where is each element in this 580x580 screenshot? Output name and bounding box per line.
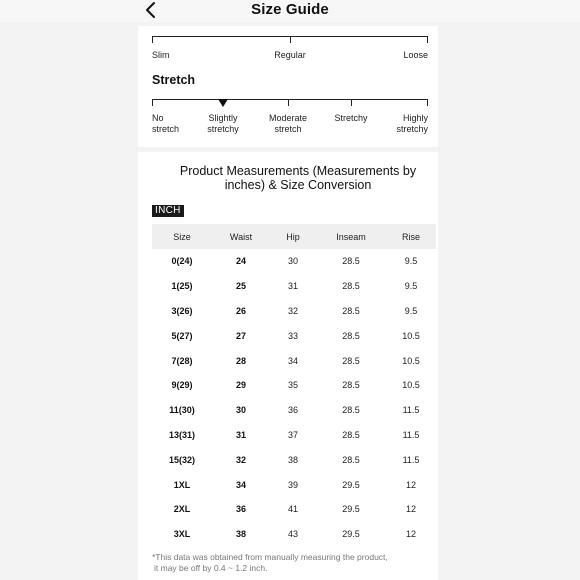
measurement-footnote [152,552,432,574]
cell-rise: 12 [405,479,416,490]
header-bar [0,0,580,22]
cell-hip: 35 [287,380,298,391]
cell-rise: 12 [405,529,416,540]
cell-size: 5(27) [171,330,193,341]
fit-scale-tick [290,36,291,43]
cell-hip: 30 [287,256,298,267]
cell-waist: 25 [235,281,246,292]
cell-size: 0(24) [171,256,193,267]
cell-waist: 27 [235,330,246,341]
cell-hip: 39 [287,479,298,490]
table-row [152,323,436,348]
cell-inseam: 29.5 [342,479,360,490]
table-row [152,299,436,324]
column-header-size: Size [152,224,212,249]
cell-inseam: 28.5 [342,355,360,366]
fit-label-slim: Slim [152,50,170,60]
cell-inseam: 28.5 [342,256,360,267]
column-header-rise: Rise [386,224,436,249]
cell-inseam: 28.5 [342,380,360,391]
column-header-hip: Hip [270,224,316,249]
cell-size: 3XL [173,529,191,540]
cell-rise: 12 [405,504,416,515]
cell-hip: 31 [287,281,298,292]
cell-rise: 11.5 [402,454,420,465]
cell-inseam: 29.5 [342,504,360,515]
fit-label-regular: Regular [274,50,306,60]
cell-waist: 24 [235,256,246,267]
cell-size: 2XL [173,504,191,515]
table-row [152,274,436,299]
cell-rise: 10.5 [402,380,420,391]
cell-rise: 10.5 [402,355,420,366]
stretch-option-highly-stretchy [382,113,428,135]
stretch-scale-tick [152,99,153,106]
table-row [152,522,436,547]
stretch-label-line: stretchy [207,124,239,134]
stretch-option-moderate-stretch [258,113,318,135]
cell-hip: 36 [287,405,298,416]
table-row [152,249,436,274]
cell-inseam: 28.5 [342,305,360,316]
fit-label-loose: Loose [403,50,428,60]
stretch-label-line: stretch [152,124,180,134]
table-row [152,472,436,497]
page-title: Size Guide [251,1,329,18]
table-row [152,423,436,448]
cell-size: 1XL [173,479,191,490]
footnote-line: *This data was obtained from manually measuring the product, [152,552,388,562]
stretch-label-line: Stretchy [334,113,368,123]
cell-size: 7(28) [171,355,193,366]
stretch-scale-tick [427,99,428,106]
fit-stretch-card [138,26,438,147]
stretch-label-line: No [152,113,164,123]
cell-rise: 11.5 [402,405,420,416]
stretch-title: Stretch [152,73,196,87]
cell-inseam: 28.5 [342,330,360,341]
cell-size: 1(25) [171,281,193,292]
cell-waist: 38 [235,529,246,540]
cell-size: 11(30) [169,405,195,416]
cell-waist: 36 [235,504,246,515]
cell-rise: 9.5 [404,281,418,292]
fit-scale-tick [152,36,153,43]
cell-inseam: 29.5 [342,529,360,540]
cell-size: 3(26) [171,305,193,316]
fit-scale-tick [427,36,428,43]
selected-stretch-indicator-icon [218,99,228,107]
cell-waist: 31 [235,429,246,440]
cell-waist: 29 [235,380,246,391]
unit-badge: INCH [152,205,184,217]
table-row [152,398,436,423]
stretch-scale-tick [288,99,289,106]
cell-rise: 9.5 [404,256,418,267]
cell-inseam: 28.5 [342,405,360,416]
stretch-scale [152,98,428,148]
cell-waist: 30 [235,405,246,416]
stretch-scale-tick [351,99,352,106]
cell-size: 9(29) [171,380,193,391]
cell-inseam: 28.5 [342,429,360,440]
stretch-label-line: stretchy [396,124,428,134]
table-row [152,373,436,398]
cell-hip: 41 [287,504,298,515]
cell-hip: 32 [287,305,298,316]
table-row [152,348,436,373]
cell-hip: 43 [287,529,298,540]
measurements-card [138,152,438,580]
cell-rise: 11.5 [402,429,420,440]
cell-hip: 37 [287,429,298,440]
cell-hip: 34 [287,355,298,366]
table-row [152,497,436,522]
cell-inseam: 28.5 [342,281,360,292]
cell-waist: 26 [235,305,246,316]
cell-hip: 33 [287,330,298,341]
measurements-title [168,164,428,192]
cell-waist: 28 [235,355,246,366]
fit-scale [152,34,428,74]
cell-size: 15(32) [168,454,195,465]
stretch-option-slightly-stretchy [200,113,246,135]
stretch-label-line: Moderate [268,113,308,123]
stretch-label-line: Slightly [208,113,238,123]
measurements-title-line: Product Measurements (Measurements by [179,164,417,178]
cell-inseam: 28.5 [342,454,360,465]
cell-rise: 9.5 [404,305,418,316]
stretch-option-no-stretch [152,113,179,135]
size-table [152,224,436,547]
stretch-label-line: stretch [274,124,302,134]
measurements-title-line: inches) & Size Conversion [224,178,372,192]
cell-size: 13(31) [168,429,195,440]
cell-waist: 32 [235,454,246,465]
cell-rise: 10.5 [402,330,420,341]
column-header-waist: Waist [212,224,270,249]
cell-waist: 34 [235,479,246,490]
column-header-inseam: Inseam [316,224,386,249]
table-header-row [152,224,436,249]
stretch-option-stretchy [328,113,374,124]
stretch-label-line: Highly [402,113,428,123]
table-row [152,447,436,472]
footnote-line: it may be off by 0.4 ~ 1.2 inch. [154,563,268,573]
cell-hip: 38 [287,454,298,465]
stretch-scale-line [152,99,428,100]
